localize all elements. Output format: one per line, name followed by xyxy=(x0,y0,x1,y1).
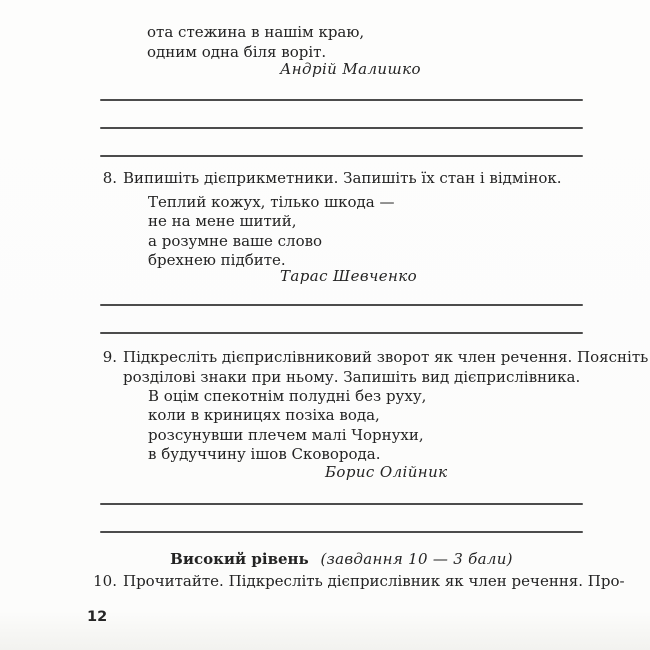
poem-line: не на мене шитий, xyxy=(148,212,297,231)
exercise-9-poem xyxy=(148,387,426,464)
exercise-prompt-text: Підкресліть дієприслівниковий зворот як член речення. Поясніть xyxy=(123,348,649,366)
poem-line: а розумне ваше слово xyxy=(148,231,323,250)
poem-line: одним одна біля воріт. xyxy=(147,42,327,61)
intro-poem xyxy=(147,23,421,78)
exercise-8-prompt xyxy=(87,169,597,189)
poem-author: Андрій Малишко xyxy=(280,60,421,78)
answer-line xyxy=(100,99,583,101)
poem-line: коли в криницях позіха вода, xyxy=(148,406,380,425)
exercise-number: 10. xyxy=(93,572,117,590)
exercise-prompt-text: розділові знаки при ньому. Запишіть вид дієприслівника. xyxy=(123,367,581,386)
poem-line: В оцім спекотнім полудні без руху, xyxy=(148,387,427,405)
poem-author: Тарас Шевченко xyxy=(280,267,418,285)
answer-line xyxy=(100,503,583,505)
poem-author: Борис Олійник xyxy=(325,463,448,481)
poem-line: Теплий кожух, тілько шкода — xyxy=(148,193,395,211)
exercise-9-prompt xyxy=(87,348,649,368)
exercise-number: 9. xyxy=(102,348,117,366)
exercise-10-prompt xyxy=(87,572,625,592)
exercise-number: 8. xyxy=(102,169,117,187)
answer-line xyxy=(100,304,583,306)
exercise-prompt-text: Прочитайте. Підкресліть дієприслівник як член речення. Про- xyxy=(123,572,625,590)
level-heading-note: (завдання 10 — 3 бали) xyxy=(320,550,513,568)
answer-line xyxy=(100,332,583,334)
exercise-10 xyxy=(87,572,625,596)
poem-line: брехнею підбите. xyxy=(148,250,286,269)
poem-line: ота стежина в нашім краю, xyxy=(147,23,365,41)
exercise-prompt-text: Випишіть дієприкметники. Запишіть їх стан і відмінок. xyxy=(123,169,562,187)
answer-line xyxy=(100,531,583,533)
exercise-9 xyxy=(87,348,649,488)
exercise-8 xyxy=(87,169,597,289)
page-number: 12 xyxy=(87,609,108,625)
answer-line xyxy=(100,155,583,157)
level-heading xyxy=(100,549,583,569)
answer-line xyxy=(100,127,583,129)
exercise-8-poem xyxy=(148,193,394,270)
level-heading-title: Високий рівень xyxy=(170,550,309,568)
poem-line: в будуччину ішов Сковорода. xyxy=(148,444,381,463)
poem-line: розсунувши плечем малі Чорнухи, xyxy=(148,425,424,444)
